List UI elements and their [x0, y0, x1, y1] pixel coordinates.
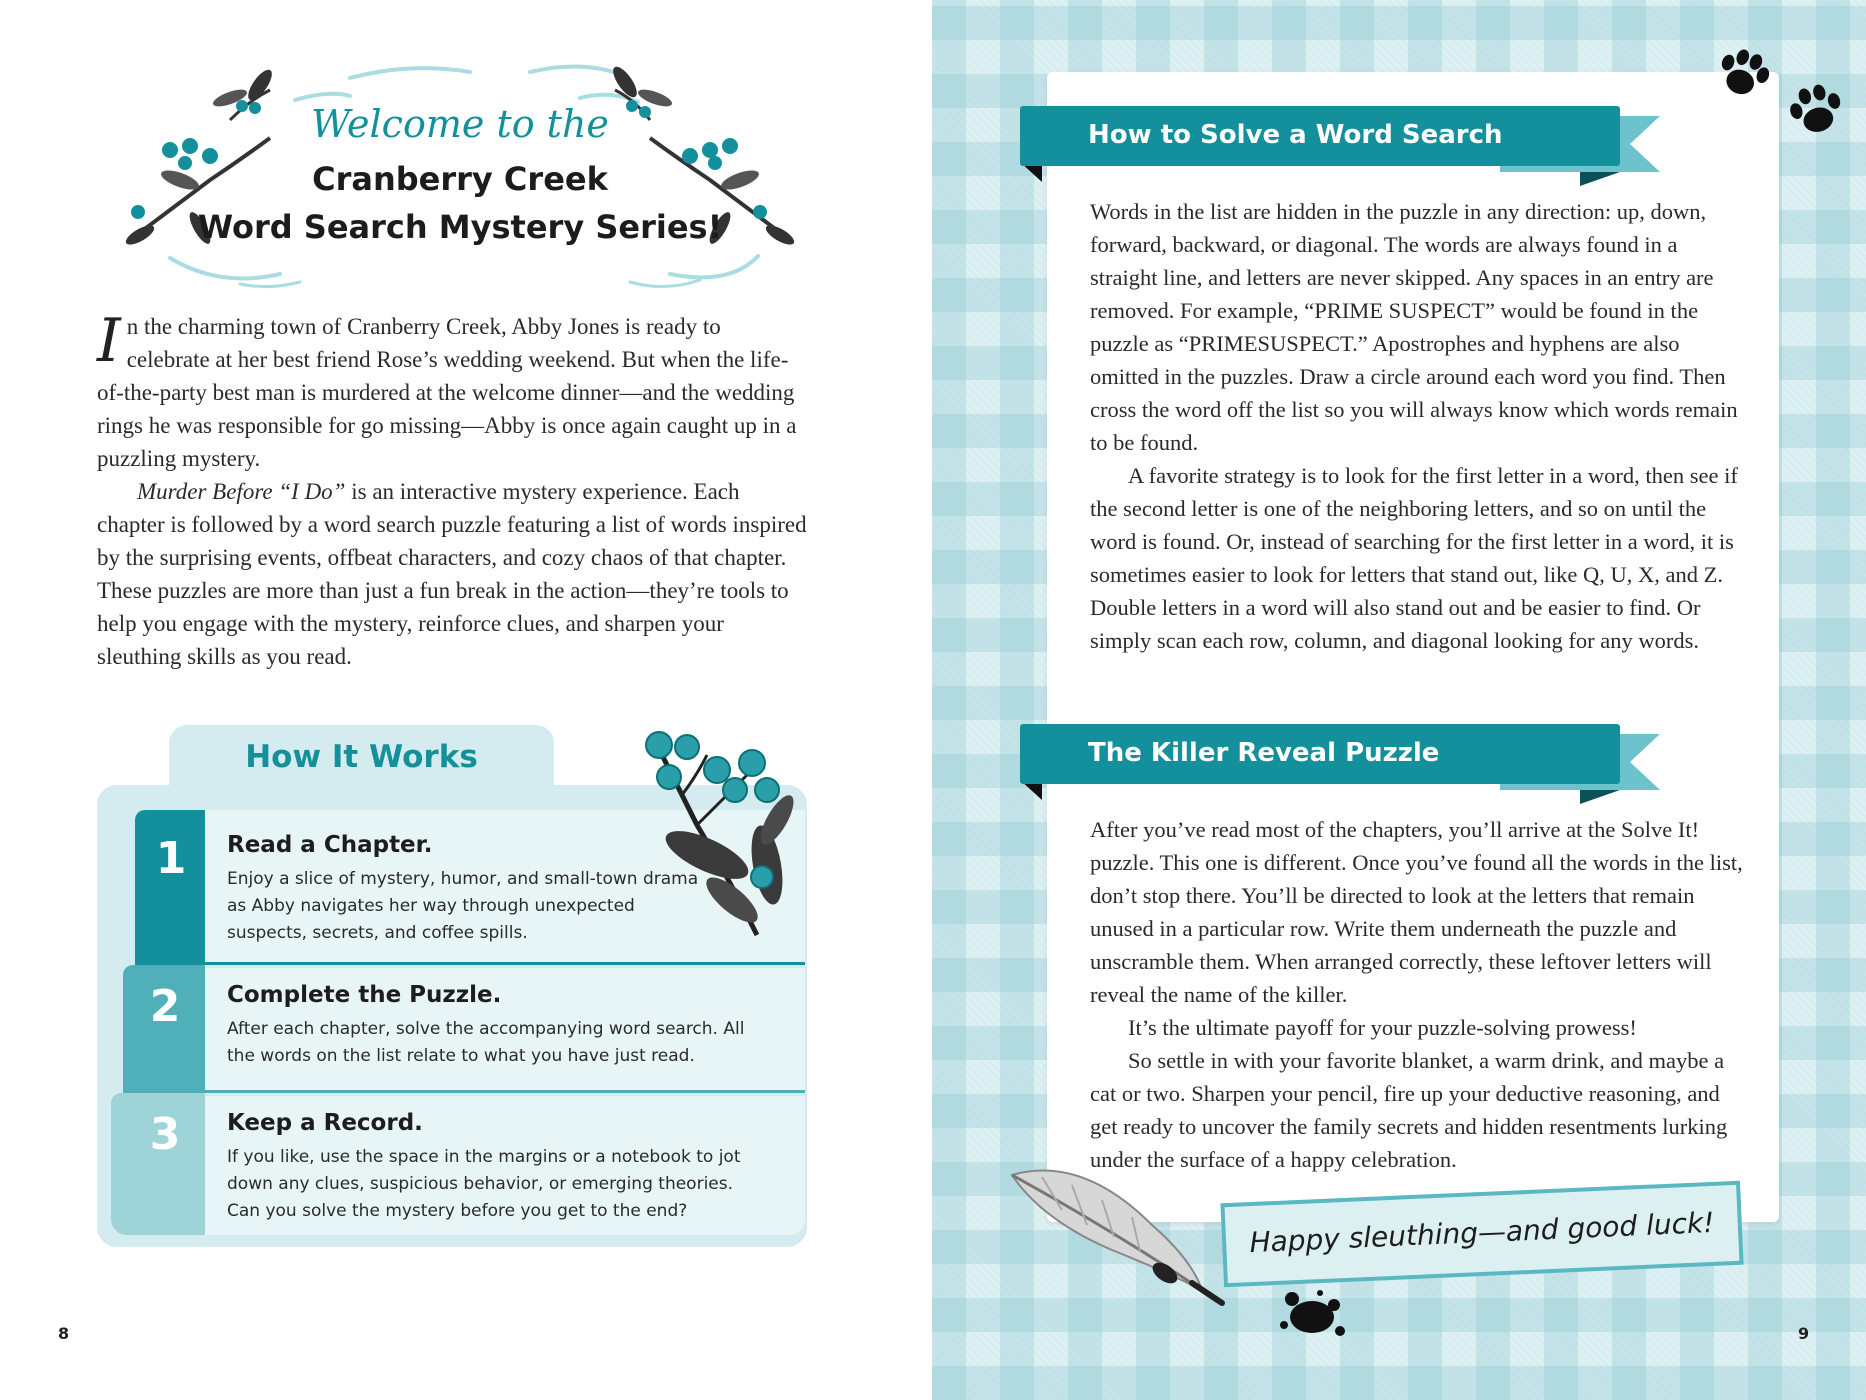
killer-reveal-p1: After you’ve read most of the chapters, you’ll arrive at the Solve It! puzzle. This one is different. Once you’ve found all the words in the list, don’t stop there. You’ll be directed to look at the letters that remain unused in a particular row. Write them underneath the puzzle and unscramble them. When arranged correctly, these leftover letters will reveal the name of the killer.: [1090, 817, 1743, 1007]
step-1-title: Read a Chapter.: [227, 832, 433, 858]
step-2-desc: After each chapter, solve the accompanying word search. All the words on the list relate to what you have just read.: [227, 1019, 745, 1066]
right-page: [932, 0, 1866, 1400]
paw-print-icon: [1780, 80, 1852, 142]
intro-paragraph-2: [97, 475, 807, 673]
page-number-left: 8: [58, 1324, 70, 1343]
banner-killer-reveal: [1020, 724, 1660, 788]
step-2-title: Complete the Puzzle.: [227, 982, 502, 1008]
drop-cap: I: [97, 306, 121, 376]
page-title-line2: Word Search Mystery Series!: [197, 208, 723, 246]
ink-splat-icon: [1272, 1285, 1352, 1345]
how-to-solve-text: [1090, 195, 1750, 657]
step-1-desc: Enjoy a slice of mystery, humor, and small-town drama as Abby navigates her way through unexpected suspects, secrets, and coffee spills.: [227, 869, 699, 943]
how-to-solve-p1: Words in the list are hidden in the puzzle in any direction: up, down, forward, backward, or diagonal. The words are always found in a straight line, and letters are never skipped. Any spaces in an entry are removed. For example, “PRIME SUSPECT” would be found in the puzzle as “PRIMESUSPECT.” Apostrophes and hyphens are also omitted in the puzzles. Draw a circle around each word you find. Then cross the word off the list so you will always know which words remain to be found.: [1090, 199, 1738, 455]
intro-p1-text: n the charming town of Cranberry Creek, Abby Jones is ready to celebrate at her best friend Rose’s wedding weekend. But when the life-of-the-party best man is murdered at the welcome dinner—and the wedding rings he was responsible for go missing—Abby is once again caught up in a puzzling mystery.: [97, 314, 797, 471]
step-3-title: Keep a Record.: [227, 1110, 423, 1136]
intro-paragraph-1: [97, 306, 807, 475]
killer-reveal-p2: It’s the ultimate payoff for your puzzle-solving prowess!: [1128, 1015, 1637, 1040]
how-it-works-box: [97, 725, 807, 1247]
title-script: Welcome to the: [311, 102, 609, 146]
left-page: [0, 0, 932, 1400]
step-3: [205, 1096, 805, 1235]
section-heading-how-to-solve: How to Solve a Word Search: [1088, 120, 1503, 150]
step-3-number: 3: [149, 1109, 181, 1160]
title-block: [110, 60, 810, 290]
page-number-right: 9: [1798, 1324, 1810, 1343]
intro-text: [97, 306, 807, 673]
step-2-number: 2: [149, 981, 181, 1032]
berry-branch-icon: [637, 725, 807, 945]
intro-p2-text: is an interactive mystery experience. Each chapter is followed by a word search puzzle featuring a list of words inspired by the surprising events, offbeat characters, and cozy chaos of that chapter. These puzzles are more than just a fun break in the action—they’re tools to help you engage with the mystery, reinforce clues, and sharpen your sleuthing skills as you read.: [97, 479, 807, 669]
killer-reveal-text: [1090, 813, 1750, 1176]
page-title-line1: Cranberry Creek: [312, 160, 608, 198]
feather-quill-icon: [1002, 1155, 1232, 1315]
banner-how-to-solve: [1020, 106, 1660, 170]
how-it-works-title: How It Works: [245, 739, 478, 775]
killer-reveal-p3: So settle in with your favorite blanket, a warm drink, and maybe a cat or two. Sharpen your pencil, fire up your deductive reasoning, and get ready to uncover the family secrets and hidden resentments lurking under the surface of a happy celebration.: [1090, 1048, 1728, 1172]
step-1-number: 1: [155, 833, 187, 884]
book-title: Murder Before “I Do”: [137, 479, 346, 504]
step-3-desc: If you like, use the space in the margins or a notebook to jot down any clues, suspicious behavior, or emerging theories. Can you solve the mystery before you get to the end?: [227, 1147, 741, 1221]
signoff-text: Happy sleuthing—and good luck!: [1248, 1205, 1716, 1260]
section-heading-killer-reveal: The Killer Reveal Puzzle: [1088, 738, 1440, 768]
how-to-solve-p2: A favorite strategy is to look for the first letter in a word, then see if the second letter is one of the neighboring letters, and so on until the word is found. Or, instead of searching for the first letter in a word, it is sometimes easier to look for letters that stand out, like Q, U, X, and Z. Double letters in a word will also stand out and be easier to find. Or simply scan each row, column, and diagonal looking for any words.: [1090, 463, 1738, 653]
step-2: [205, 968, 805, 1093]
paw-print-icon: [1707, 44, 1777, 104]
